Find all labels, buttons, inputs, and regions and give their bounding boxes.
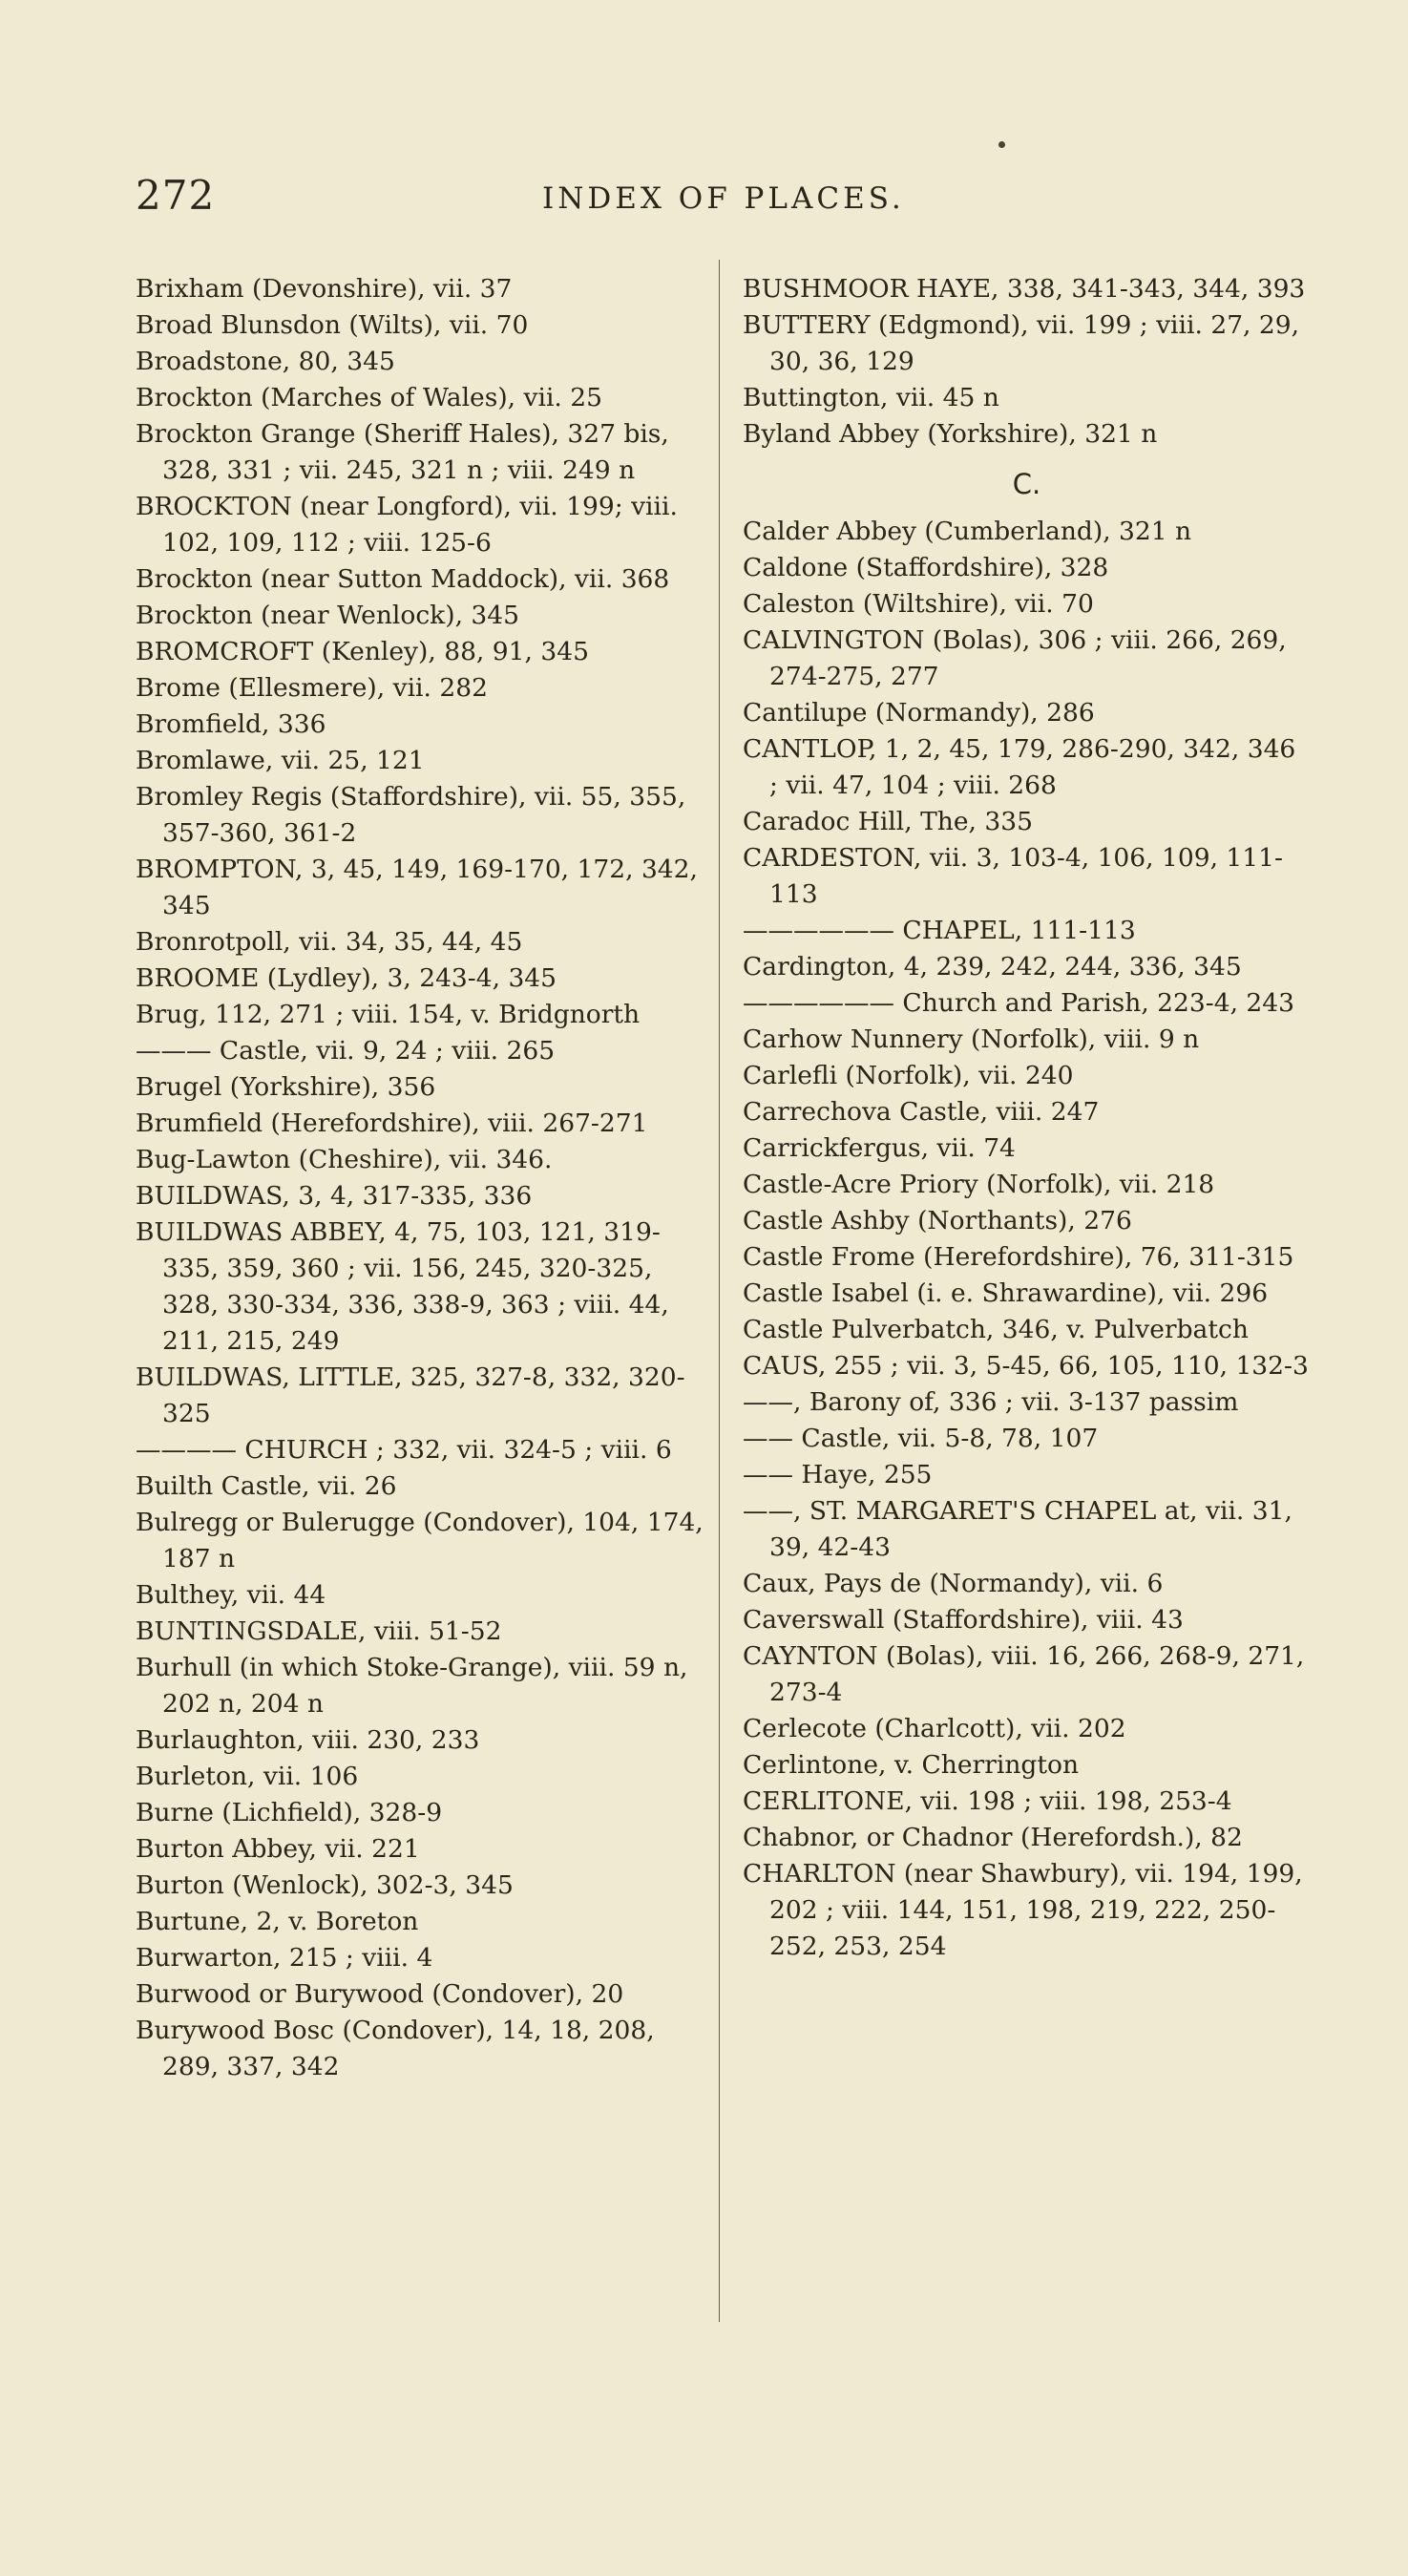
index-entry: Castle Frome (Herefordshire), 76, 311-315 [743, 1242, 1294, 1272]
index-entry: Bronrotpoll, vii. 34, 35, 44, 45 [136, 927, 523, 957]
index-section-b-continued [743, 271, 1311, 453]
running-head: INDEX OF PLACES. [542, 181, 905, 216]
index-entry: Brockton (near Wenlock), 345 [136, 601, 519, 630]
index-entry: Brixham (Devonshire), vii. 37 [136, 274, 513, 304]
index-entry: BUILDWAS, 3, 4, 317-335, 336 [136, 1181, 533, 1211]
index-entry: Burlaughton, viii. 230, 233 [136, 1725, 480, 1755]
index-entry: Bug-Lawton (Cheshire), vii. 346. [136, 1145, 553, 1174]
index-entry: —— Castle, vii. 5-8, 78, 107 [743, 1424, 1099, 1453]
index-entry: ——, ST. MARGARET'S CHAPEL at, vii. 31, 39, 42-43 [743, 1496, 1301, 1562]
index-entry: Brockton (Marches of Wales), vii. 25 [136, 383, 602, 412]
index-entry: Castle Pulverbatch, 346, v. Pulverbatch [743, 1315, 1249, 1344]
index-entry: Burwarton, 215 ; viii. 4 [136, 1943, 433, 1973]
index-entry: BROOME (Lydley), 3, 243-4, 345 [136, 963, 557, 993]
index-entry: Burywood Bosc (Condover), 14, 18, 208, 289, 337, 342 [136, 2016, 663, 2081]
index-entry: CALVINGTON (Bolas), 306 ; viii. 266, 269, 274-275, 277 [743, 625, 1295, 691]
index-entry: Bulthey, vii. 44 [136, 1580, 326, 1610]
index-entry: Calder Abbey (Cumberland), 321 n [743, 517, 1192, 546]
index-entry: CHARLTON (near Shawbury), vii. 194, 199, 202 ; viii. 144, 151, 198, 219, 222, 250-252, 253, 254 [743, 1859, 1312, 1961]
index-entry: Cerlecote (Charlcott), vii. 202 [743, 1714, 1126, 1743]
index-entry: BUSHMOOR HAYE, 338, 341-343, 344, 393 [743, 274, 1306, 304]
index-entry: BUILDWAS ABBEY, 4, 75, 103, 121, 319-335, 359, 360 ; vii. 156, 245, 320-325, 328, 330-334, 336, 338-9, 363 ; viii. 44, 211, 215, 249 [136, 1217, 678, 1356]
index-entry: Caradoc Hill, The, 335 [743, 807, 1033, 836]
index-entry: Bromfield, 336 [136, 709, 326, 739]
index-entry: —————— CHAPEL, 111-113 [743, 916, 1136, 945]
right-index-column [743, 271, 1311, 1965]
index-entry: BROMPTON, 3, 45, 149, 169-170, 172, 342, 345 [136, 855, 706, 920]
index-entry: Carrechova Castle, viii. 247 [743, 1097, 1100, 1127]
index-entry: —— Haye, 255 [743, 1460, 933, 1489]
index-entry: BUILDWAS, LITTLE, 325, 327-8, 332, 320-325 [136, 1362, 685, 1428]
index-entry: BUTTERY (Edgmond), vii. 199 ; viii. 27, 29, 30, 36, 129 [743, 310, 1308, 376]
index-entry: Burton Abbey, vii. 221 [136, 1834, 420, 1864]
index-entry: CERLITONE, vii. 198 ; viii. 198, 253-4 [743, 1786, 1232, 1816]
index-entry: CAYNTON (Bolas), viii. 16, 266, 268-9, 271, 273-4 [743, 1641, 1313, 1707]
index-entry: Carrickfergus, vii. 74 [743, 1133, 1016, 1163]
index-entry: CANTLOP, 1, 2, 45, 179, 286-290, 342, 346 ; vii. 47, 104 ; viii. 268 [743, 734, 1304, 800]
index-entry: BROCKTON (near Longford), vii. 199; viii. 102, 109, 112 ; viii. 125-6 [136, 492, 686, 558]
index-entry: Brug, 112, 271 ; viii. 154, v. Bridgnorth [136, 1000, 641, 1029]
page-number: 272 [136, 172, 216, 219]
index-entry: Burtune, 2, v. Boreton [136, 1907, 419, 1936]
index-entry: Byland Abbey (Yorkshire), 321 n [743, 419, 1158, 449]
index-entry: Carlefli (Norfolk), vii. 240 [743, 1061, 1074, 1090]
index-entry: Chabnor, or Chadnor (Herefordsh.), 82 [743, 1823, 1243, 1852]
index-entry: Cerlintone, v. Cherrington [743, 1750, 1080, 1780]
index-entry: Broad Blunsdon (Wilts), vii. 70 [136, 310, 529, 340]
index-entry: Burleton, vii. 106 [136, 1762, 359, 1791]
index-entry: —————— Church and Parish, 223-4, 243 [743, 988, 1295, 1018]
index-entry: Castle-Acre Priory (Norfolk), vii. 218 [743, 1170, 1215, 1199]
index-entry: Cardington, 4, 239, 242, 244, 336, 345 [743, 952, 1242, 982]
index-entry: BUNTINGSDALE, viii. 51-52 [136, 1616, 502, 1646]
index-entry: Brockton (near Sutton Maddock), vii. 368 [136, 564, 670, 594]
index-entry: Brugel (Yorkshire), 356 [136, 1072, 436, 1102]
index-entry: Bromley Regis (Staffordshire), vii. 55, 355, 357-360, 361-2 [136, 782, 694, 848]
index-entry: Caverswall (Staffordshire), viii. 43 [743, 1605, 1184, 1635]
index-entry: Brockton Grange (Sheriff Hales), 327 bis, 328, 331 ; vii. 245, 321 n ; viii. 249 n [136, 419, 678, 485]
index-entry: CARDESTON, vii. 3, 103-4, 106, 109, 111-113 [743, 843, 1283, 909]
section-letter-c: C. [1012, 468, 1041, 500]
index-section-c [743, 514, 1311, 1965]
index-entry: Bulregg or Bulerugge (Condover), 104, 174, 187 n [136, 1508, 712, 1573]
index-entry: Builth Castle, vii. 26 [136, 1471, 397, 1501]
index-entry: Carhow Nunnery (Norfolk), viii. 9 n [743, 1024, 1200, 1054]
index-entry: Buttington, vii. 45 n [743, 383, 999, 412]
ink-spot [998, 141, 1005, 148]
index-entry: ——— Castle, vii. 9, 24 ; viii. 265 [136, 1036, 556, 1066]
index-entry: Broadstone, 80, 345 [136, 347, 395, 376]
index-entry: Castle Isabel (i. e. Shrawardine), vii. 296 [743, 1278, 1269, 1308]
index-entry: BROMCROFT (Kenley), 88, 91, 345 [136, 637, 589, 666]
column-divider [719, 260, 720, 2322]
index-entry: Brumfield (Herefordshire), viii. 267-271 [136, 1109, 648, 1138]
index-entry: Burne (Lichfield), 328-9 [136, 1798, 443, 1827]
index-entry: ———— CHURCH ; 332, vii. 324-5 ; viii. 6 [136, 1435, 672, 1465]
index-entry: ——, Barony of, 336 ; vii. 3-137 passim [743, 1387, 1239, 1417]
index-entry: Bromlawe, vii. 25, 121 [136, 746, 425, 775]
index-entry: Burhull (in which Stoke-Grange), viii. 59 n, 202 n, 204 n [136, 1653, 696, 1719]
index-entry: Burwood or Burywood (Condover), 20 [136, 1979, 624, 2009]
index-entry: CAUS, 255 ; vii. 3, 5-45, 66, 105, 110, 132-3 [743, 1351, 1309, 1381]
index-entry: Caleston (Wiltshire), vii. 70 [743, 589, 1094, 619]
index-entry: Cantilupe (Normandy), 286 [743, 698, 1095, 728]
left-index-column [136, 271, 712, 2085]
index-entry: Caldone (Staffordshire), 328 [743, 553, 1109, 582]
index-entry: Caux, Pays de (Normandy), vii. 6 [743, 1569, 1164, 1598]
index-entry: Brome (Ellesmere), vii. 282 [136, 673, 488, 703]
index-entry: Burton (Wenlock), 302-3, 345 [136, 1870, 514, 1900]
index-entry: Castle Ashby (Northants), 276 [743, 1206, 1132, 1235]
page-header [0, 172, 1408, 229]
